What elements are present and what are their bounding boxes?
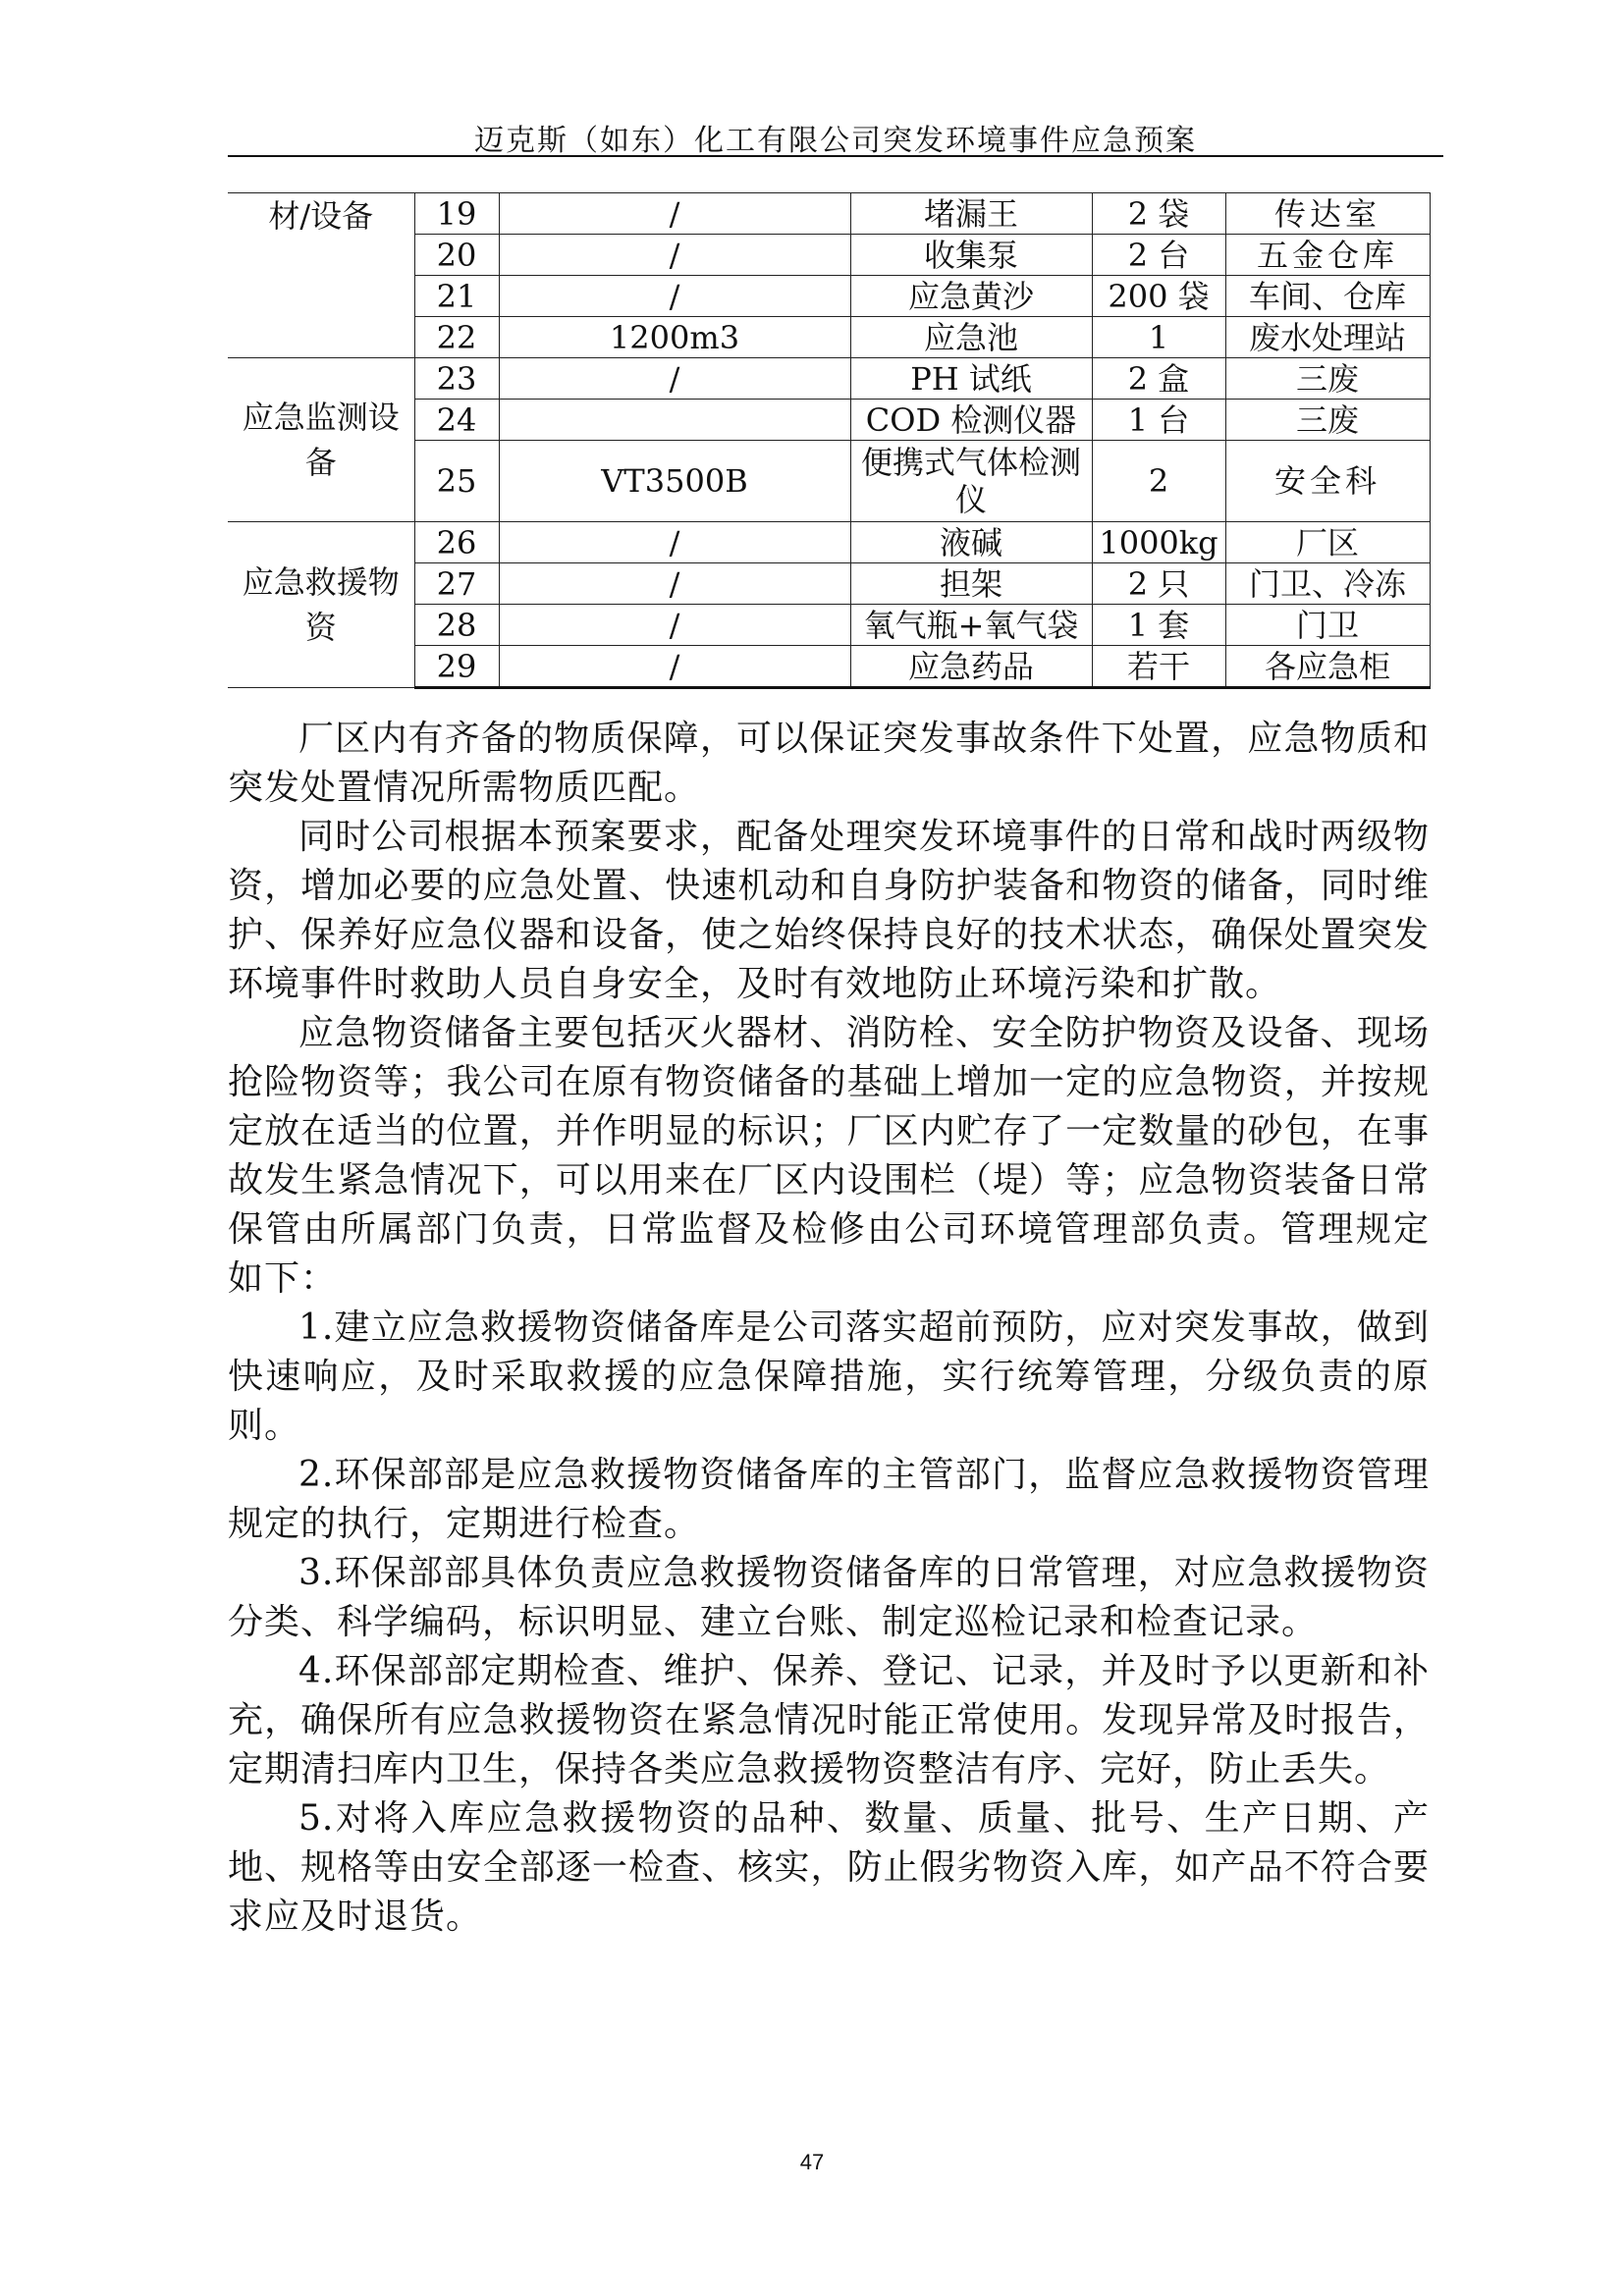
row-number: 29 (414, 646, 499, 688)
location-cell: 厂区 (1225, 522, 1430, 563)
model-cell: 1200m3 (499, 317, 850, 358)
paragraph: 同时公司根据本预案要求，配备处理突发环境事件的日常和战时两级物资，增加必要的应急处置、快速机动和自身防护装备和物资的储备，同时维护、保养好应急仪器和设备，使之始终保持良好的技术状态，确保处置突发环境事件时救助人员自身安全，及时有效地防止环境污染和扩散。 (228, 817, 1430, 1004)
model-cell: / (499, 193, 850, 235)
item-name: 氧气瓶+氧气袋 (850, 605, 1092, 646)
location-cell: 安全科 (1225, 441, 1430, 522)
location-cell: 三废 (1225, 400, 1430, 441)
quantity-cell: 2 袋 (1092, 193, 1225, 235)
quantity-cell: 2 只 (1092, 563, 1225, 605)
model-cell: / (499, 646, 850, 688)
emergency-resources-table (228, 192, 1431, 689)
item-name: 应急药品 (850, 646, 1092, 688)
quantity-cell: 200 袋 (1092, 276, 1225, 317)
location-cell: 门卫 (1225, 605, 1430, 646)
page-number: 47 (799, 2150, 825, 2174)
category-cell: 应急救援物资 (228, 522, 414, 688)
row-number: 24 (414, 400, 499, 441)
body-text (228, 715, 1430, 1942)
item-name: 应急池 (850, 317, 1092, 358)
paragraph: 应急物资储备主要包括灭火器材、消防栓、安全防护物资及设备、现场抢险物资等；我公司在原有物资储备的基础上增加一定的应急物资，并按规定放在适当的位置，并作明显的标识；厂区内贮存了一定数量的砂包，在事故发生紧急情况下，可以用来在厂区内设围栏（堤）等；应急物资装备日常保管由所属部门负责，日常监督及检修由公司环境管理部负责。管理规定 如下： (228, 1013, 1430, 1299)
quantity-cell: 2 盒 (1092, 358, 1225, 400)
quantity-cell: 2 台 (1092, 235, 1225, 276)
row-number: 20 (414, 235, 499, 276)
location-cell: 车间、仓库 (1225, 276, 1430, 317)
item-name: 应急黄沙 (850, 276, 1092, 317)
paragraph: 4.环保部部定期检查、维护、保养、登记、记录，并及时予以更新和补充，确保所有应急救援物资在紧急情况时能正常使用。发现异常及时报告，定期清扫库内卫生，保持各类应急救援物资整洁有序、完好，防止丢失。 (228, 1651, 1430, 1789)
location-cell: 五金仓库 (1225, 235, 1430, 276)
row-number: 22 (414, 317, 499, 358)
item-name: 液碱 (850, 522, 1092, 563)
model-cell: / (499, 522, 850, 563)
item-name: COD 检测仪器 (850, 400, 1092, 441)
paragraph: 厂区内有齐备的物质保障，可以保证突发事故条件下处置，应急物质和突发处置情况所需物质匹配。 (228, 719, 1430, 808)
row-number: 23 (414, 358, 499, 400)
item-name: 担架 (850, 563, 1092, 605)
model-cell: / (499, 235, 850, 276)
location-cell: 废水处理站 (1225, 317, 1430, 358)
header-rule (228, 155, 1443, 157)
table-row (228, 522, 1430, 563)
table-row (228, 358, 1430, 400)
model-cell: / (499, 563, 850, 605)
model-cell: VT3500B (499, 441, 850, 522)
row-number: 21 (414, 276, 499, 317)
location-cell: 门卫、冷冻 (1225, 563, 1430, 605)
category-cell: 应急监测设备 (228, 358, 414, 522)
paragraph: 1.建立应急救援物资储备库是公司落实超前预防，应对突发事故，做到快速响应，及时采取救援的应急保障措施，实行统筹管理，分级负责的原则。 (228, 1308, 1430, 1446)
item-name: PH 试纸 (850, 358, 1092, 400)
row-number: 19 (414, 193, 499, 235)
item-name: 收集泵 (850, 235, 1092, 276)
quantity-cell: 1 套 (1092, 605, 1225, 646)
row-number: 27 (414, 563, 499, 605)
location-cell: 各应急柜 (1225, 646, 1430, 688)
model-cell: / (499, 358, 850, 400)
row-number: 25 (414, 441, 499, 522)
paragraph: 5.对将入库应急救援物资的品种、数量、质量、批号、生产日期、产地、规格等由安全部逐一检查、核实，防止假劣物资入库，如产品不符合要求应及时退货。 (228, 1798, 1430, 1937)
row-number: 26 (414, 522, 499, 563)
item-name: 便携式气体检测仪 (850, 441, 1092, 522)
model-cell: / (499, 605, 850, 646)
item-name: 堵漏王 (850, 193, 1092, 235)
quantity-cell: 2 (1092, 441, 1225, 522)
category-cell: 材/设备 (228, 193, 414, 358)
quantity-cell: 1000kg (1092, 522, 1225, 563)
quantity-cell: 1 (1092, 317, 1225, 358)
table-row (228, 193, 1430, 235)
row-number: 28 (414, 605, 499, 646)
location-cell: 传达室 (1225, 193, 1430, 235)
quantity-cell: 1 台 (1092, 400, 1225, 441)
document-header: 迈克斯（如东）化工有限公司突发环境事件应急预案 (474, 124, 1197, 158)
location-cell: 三废 (1225, 358, 1430, 400)
model-cell: / (499, 276, 850, 317)
model-cell (499, 400, 850, 441)
quantity-cell: 若干 (1092, 646, 1225, 688)
paragraph: 2.环保部部是应急救援物资储备库的主管部门，监督应急救援物资管理规定的执行，定期进行检查。 (228, 1455, 1430, 1544)
paragraph: 3.环保部部具体负责应急救援物资储备库的日常管理，对应急救援物资分类、科学编码，标识明显、建立台账、制定巡检记录和检查记录。 (228, 1553, 1430, 1642)
